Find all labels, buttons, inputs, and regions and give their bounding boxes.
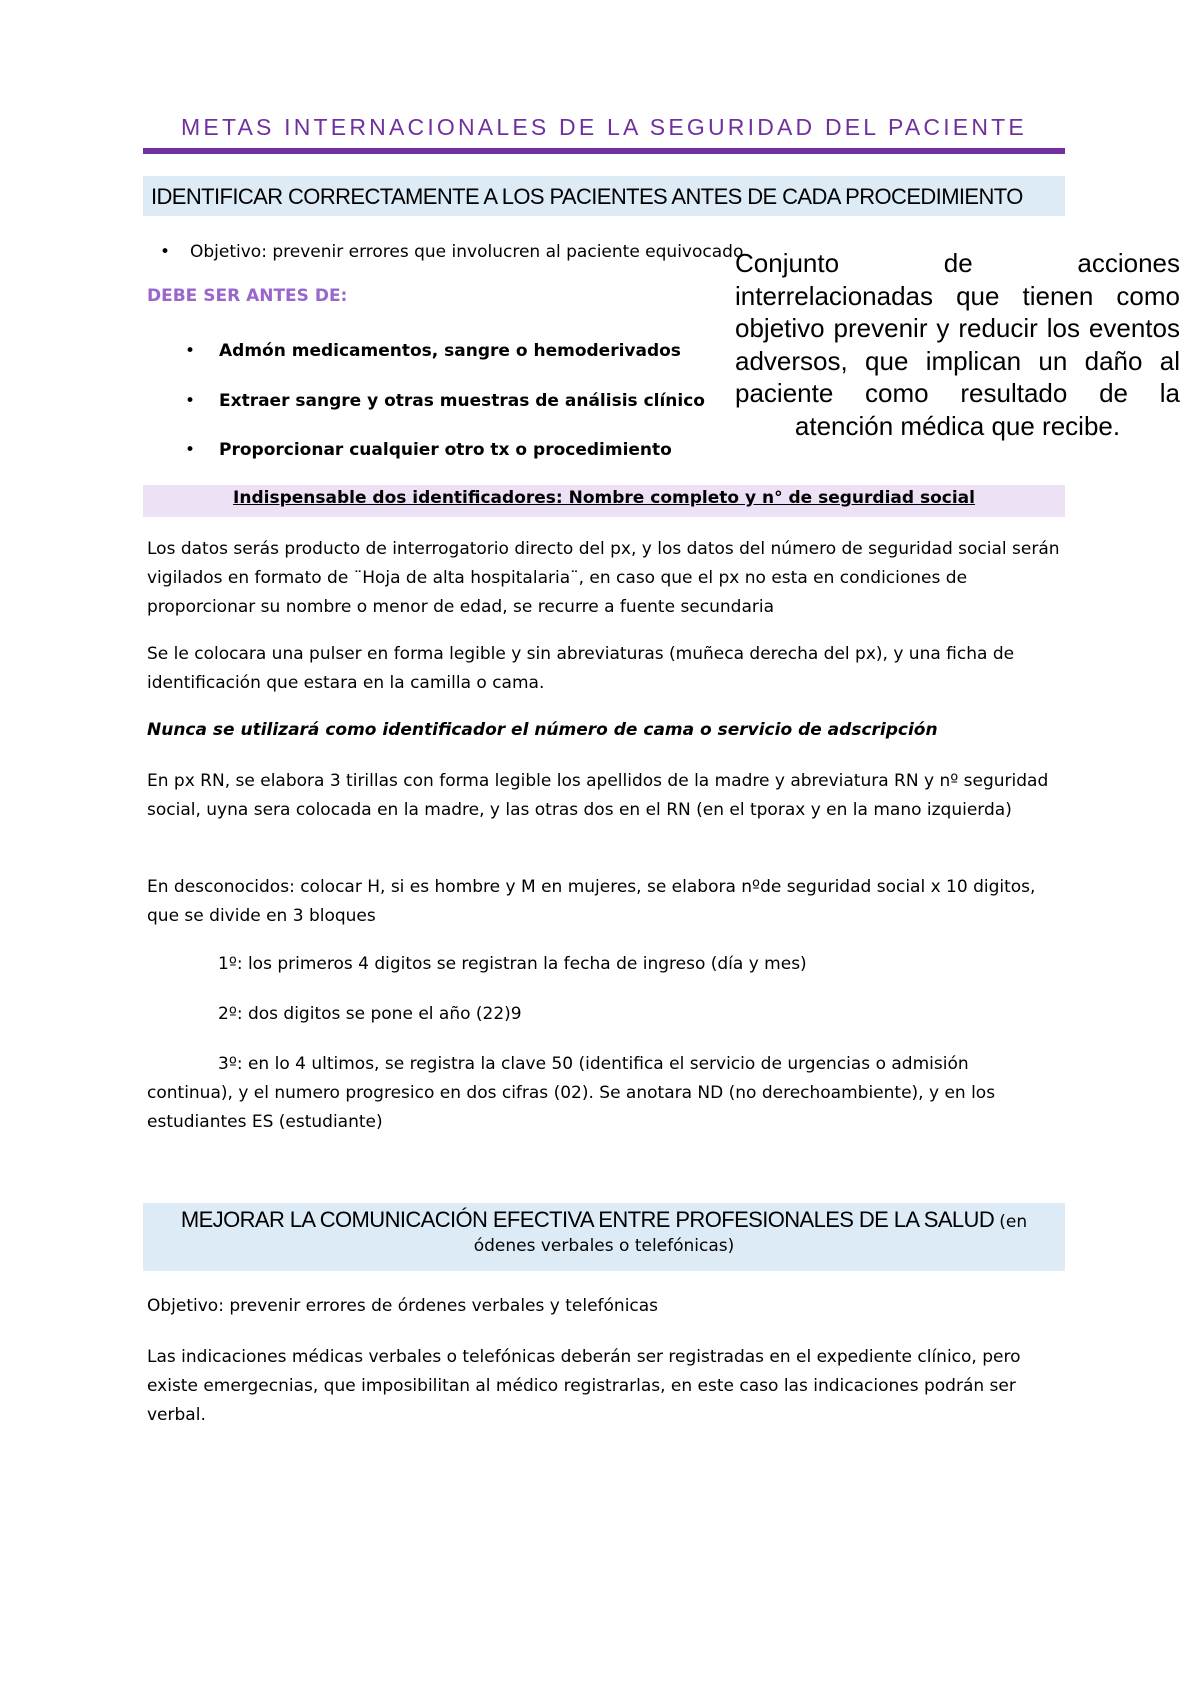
section1-heading-band <box>143 176 1065 216</box>
paragraph-nunca: Nunca se utilizará como identificador el número de cama o servicio de adscripción <box>147 720 938 740</box>
section1-heading: IDENTIFICAR CORRECTAMENTE A LOS PACIENTES ANTES DE CADA PROCEDIMIENTO <box>151 184 1023 209</box>
section2-heading-band <box>143 1203 1065 1271</box>
before-item: Admón medicamentos, sangre o hemoderivados <box>219 341 681 361</box>
paragraph-indicaciones: Las indicaciones médicas verbales o telefónicas deberán ser registradas en el expediente clínico, pero existe emergecnias, que imposibilitan al médico registrarlas, en este caso las indicaciones podrán ser verbal. <box>147 1347 1021 1425</box>
title-underline <box>143 148 1065 154</box>
block-2: 2º: dos digitos se pone el año (22)9 <box>218 1004 522 1024</box>
paragraph-desconocidos: En desconocidos: colocar H, si es hombre y M en mujeres, se elabora nºde seguridad social x 10 digitos, que se divide en 3 bloques <box>147 877 1036 926</box>
bullet-dot: • <box>185 391 196 411</box>
identifiers-banner <box>143 485 1065 517</box>
paragraph-pulsera: Se le colocara una pulser en forma legible y sin abreviaturas (muñeca derecha del px), y una ficha de identificación que estara en la camilla o cama. <box>147 644 1015 693</box>
section2-heading-line1 <box>143 1207 1065 1233</box>
callout-definition: Conjunto de acciones interrelacionadas que tienen como objetivo prevenir y reducir los eventos adversos, que implican un daño al paciente como resultado de la atención médica que recibe. <box>735 248 1180 441</box>
before-item: Extraer sangre y otras muestras de análisis clínico <box>219 391 705 411</box>
document-title: METAS INTERNACIONALES DE LA SEGURIDAD DEL PACIENTE <box>181 114 1027 140</box>
paragraph-datos: Los datos serás producto de interrogatorio directo del px, y los datos del número de seguridad social serán vigilados en formato de ¨Hoja de alta hospitalaria¨, en caso que el px no esta en condiciones de proporcionar su nombre o menor de edad, se recurre a fuente secundaria <box>147 539 1060 617</box>
section2-objective: Objetivo: prevenir errores de órdenes verbales y telefónicas <box>147 1296 659 1316</box>
objective-bullet-dot: • <box>160 242 171 262</box>
paragraph-recien-nacido: En px RN, se elabora 3 tirillas con forma legible los apellidos de la madre y abreviatura RN y nº seguridad social, uyna sera colocada en la madre, y las otras dos en el RN (en el tporax y en la mano izquierda) <box>147 771 1049 820</box>
identifiers-banner-text: Indispensable dos identificadores: Nombre completo y n° de segurdiad social <box>233 488 975 508</box>
section2-heading-line2: ódenes verbales o telefónicas) <box>473 1236 735 1256</box>
block-1: 1º: los primeros 4 digitos se registran la fecha de ingreso (día y mes) <box>218 954 807 974</box>
before-item: Proporcionar cualquier otro tx o procedimiento <box>219 440 672 460</box>
section2-heading-suffix: (en <box>999 1212 1028 1232</box>
section2-heading: MEJORAR LA COMUNICACIÓN EFECTIVA ENTRE PROFESIONALES DE LA SALUD <box>180 1207 995 1232</box>
block-3-first-line: 3º: en lo 4 ultimos, se registra la clave 50 (identifica el servicio de urgencias o admisión <box>218 1054 969 1074</box>
before-label: DEBE SER ANTES DE: <box>147 286 348 306</box>
objective-line: Objetivo: prevenir errores que involucren al paciente equivocado <box>190 242 744 262</box>
bullet-dot: • <box>185 341 196 361</box>
block-3-continuation: continua), y el numero progresico en dos cifras (02). Se anotara ND (no derechoambiente), y en los estudiantes ES (estudiante) <box>147 1083 996 1132</box>
bullet-dot: • <box>185 440 196 460</box>
